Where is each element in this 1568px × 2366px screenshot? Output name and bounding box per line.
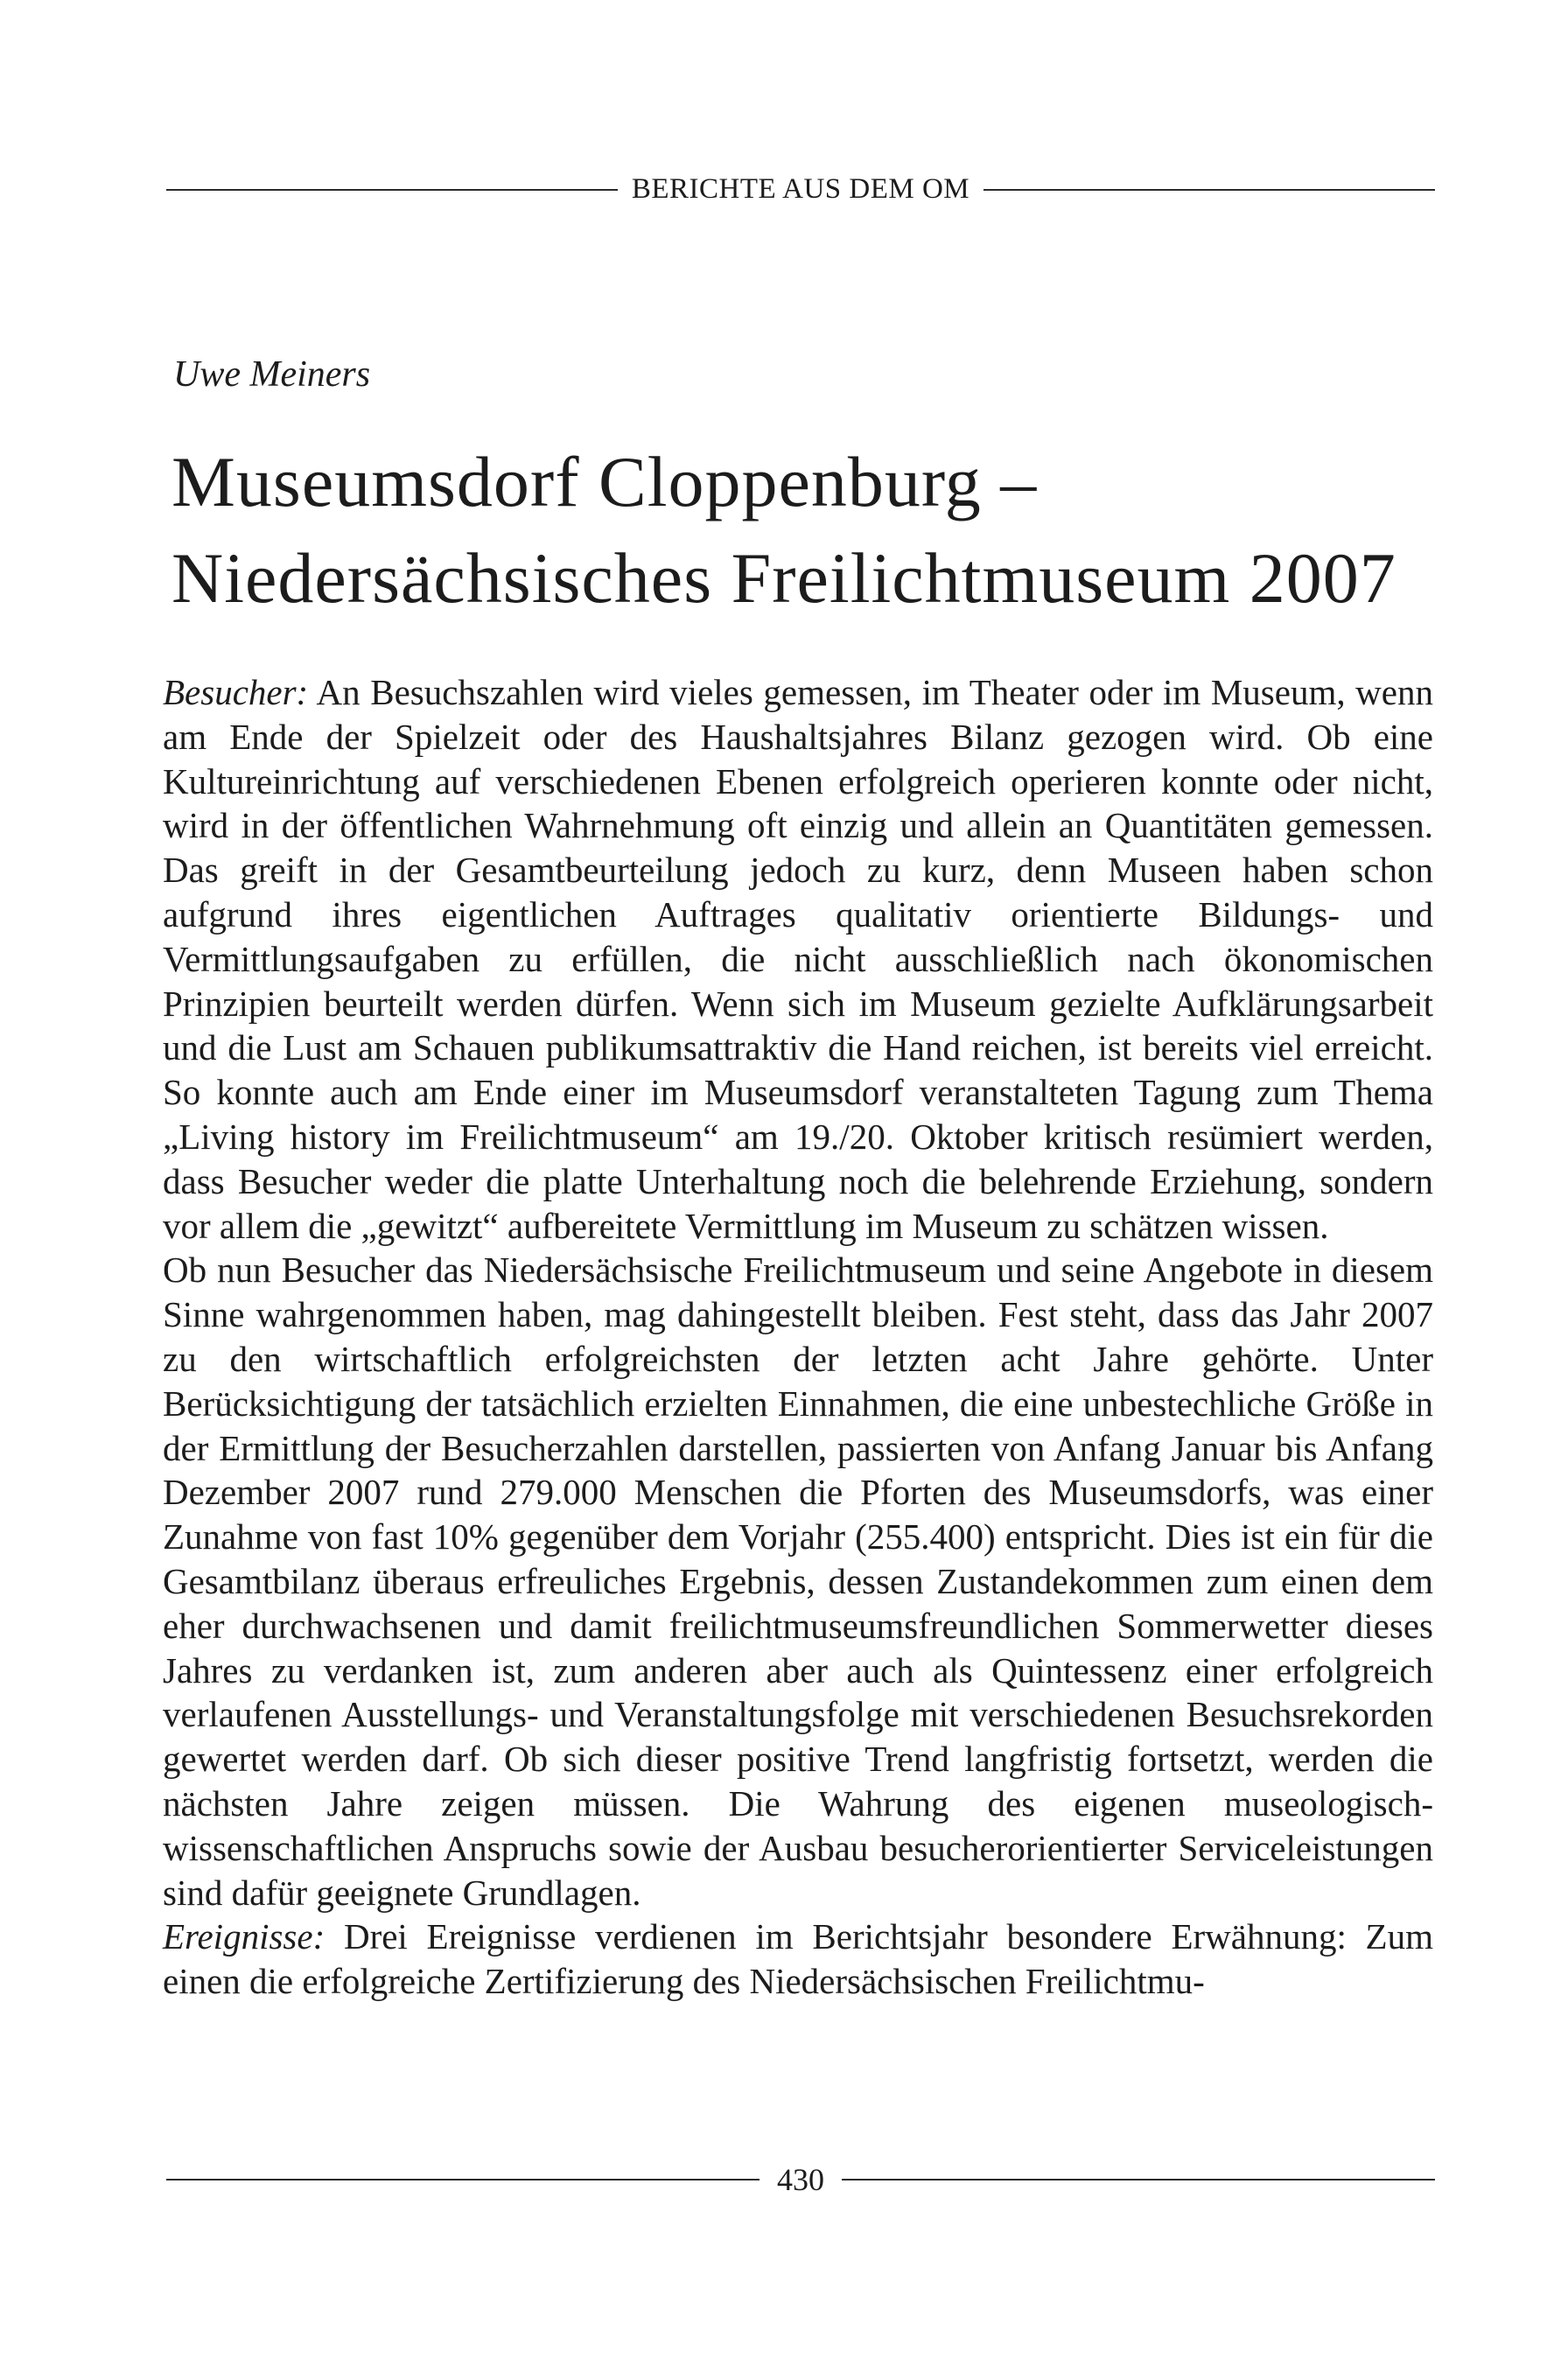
page-number: 430 <box>777 2162 824 2197</box>
paragraph <box>163 1248 1433 1914</box>
paragraph-text: Drei Ereignisse verdienen im Berichtsjahr besondere Erwähnung: Zum einen die erfolgreiche Zertifizierung des Niedersächsischen Freilichtmu- <box>163 1916 1433 2002</box>
header-rule-right <box>984 189 1435 191</box>
title-line-1: Museumsdorf Cloppenburg – <box>172 442 1038 522</box>
paragraph-text: Ob nun Besucher das Niedersächsische Freilichtmuseum und seine Angebote in diesem Sinne wahrgenommen haben, mag dahingestellt bleiben. Fest steht, dass das Jahr 2007 zu den wirtschaftlich erfolgreichsten der letzten acht Jahre gehörte. Unter Berücksichtigung der tatsächlich erzielten Einnahmen, die eine unbestechliche Größe in der Ermittlung der Besucherzahlen darstellen, passierten von Anfang Januar bis Anfang Dezember 2007 rund 279.000 Menschen die Pforten des Museumsdorfs, was einer Zunahme von fast 10% gegenüber dem Vorjahr (255.400) entspricht. Dies ist ein für die Gesamtbilanz überaus erfreuliches Ergebnis, dessen Zustandekommen zum einen dem eher durchwachsenen und damit freilichtmuseumsfreundlichen Sommerwetter dieses Jahres zu verdanken ist, zum anderen aber auch als Quintessenz einer erfolgreich verlaufenen Ausstellungs- und Veranstaltungsfolge mit verschiedenen Besuchsrekorden gewertet werden darf. Ob sich dieser positive Trend langfristig fortsetzt, werden die nächsten Jahre zeigen müssen. Die Wahrung des eigenen museologisch-wissenschaftlichen Anspruchs sowie der Ausbau besucherorientierter Serviceleistungen sind dafür geeignete Grundlagen. <box>163 1250 1433 1913</box>
author-name: Uwe Meiners <box>173 354 371 395</box>
running-title: BERICHTE AUS DEM OM <box>631 173 970 205</box>
title-line-2: Niedersächsisches Freilichtmuseum 2007 <box>172 538 1396 618</box>
paragraph <box>163 670 1433 1248</box>
running-header <box>166 173 1435 206</box>
article-body <box>163 670 1433 2004</box>
paragraph-text: An Besuchszahlen wird vieles gemessen, im Theater oder im Museum, wenn am Ende der Spielzeit oder des Haushaltsjahres Bilanz gezogen wird. Ob eine Kultureinrichtung auf verschiedenen Ebenen erfolgreich operieren konnte oder nicht, wird in der öffentlichen Wahrnehmung oft einzig und allein an Quantitäten gemessen. Das greift in der Gesamtbeurteilung jedoch zu kurz, denn Museen haben schon aufgrund ihres eigentlichen Auftrages qualitativ orientierte Bildungs- und Vermittlungsaufgaben zu erfüllen, die nicht ausschließlich nach ökonomischen Prinzipien beurteilt werden dürfen. Wenn sich im Museum gezielte Aufklärungsarbeit und die Lust am Schauen publikumsattraktiv die Hand reichen, ist bereits viel erreicht. So konnte auch am Ende einer im Museumsdorf veranstalteten Tagung zum Thema „Living history im Freilichtmuseum“ am 19./20. Oktober kritisch resümiert werden, dass Besucher weder die platte Unterhaltung noch die belehrende Erziehung, sondern vor allem die „gewitzt“ aufbereitete Vermittlung im Museum zu schätzen wissen. <box>163 672 1433 1246</box>
page-footer <box>166 2161 1435 2198</box>
header-rule-left <box>166 189 618 191</box>
footer-rule-left <box>166 2179 760 2180</box>
footer-rule-right <box>842 2179 1435 2180</box>
paragraph <box>163 1914 1433 2004</box>
paragraph-lead: Ereignisse: <box>163 1916 326 1957</box>
paragraph-lead: Besucher: <box>163 672 309 712</box>
article-title <box>172 434 1440 626</box>
